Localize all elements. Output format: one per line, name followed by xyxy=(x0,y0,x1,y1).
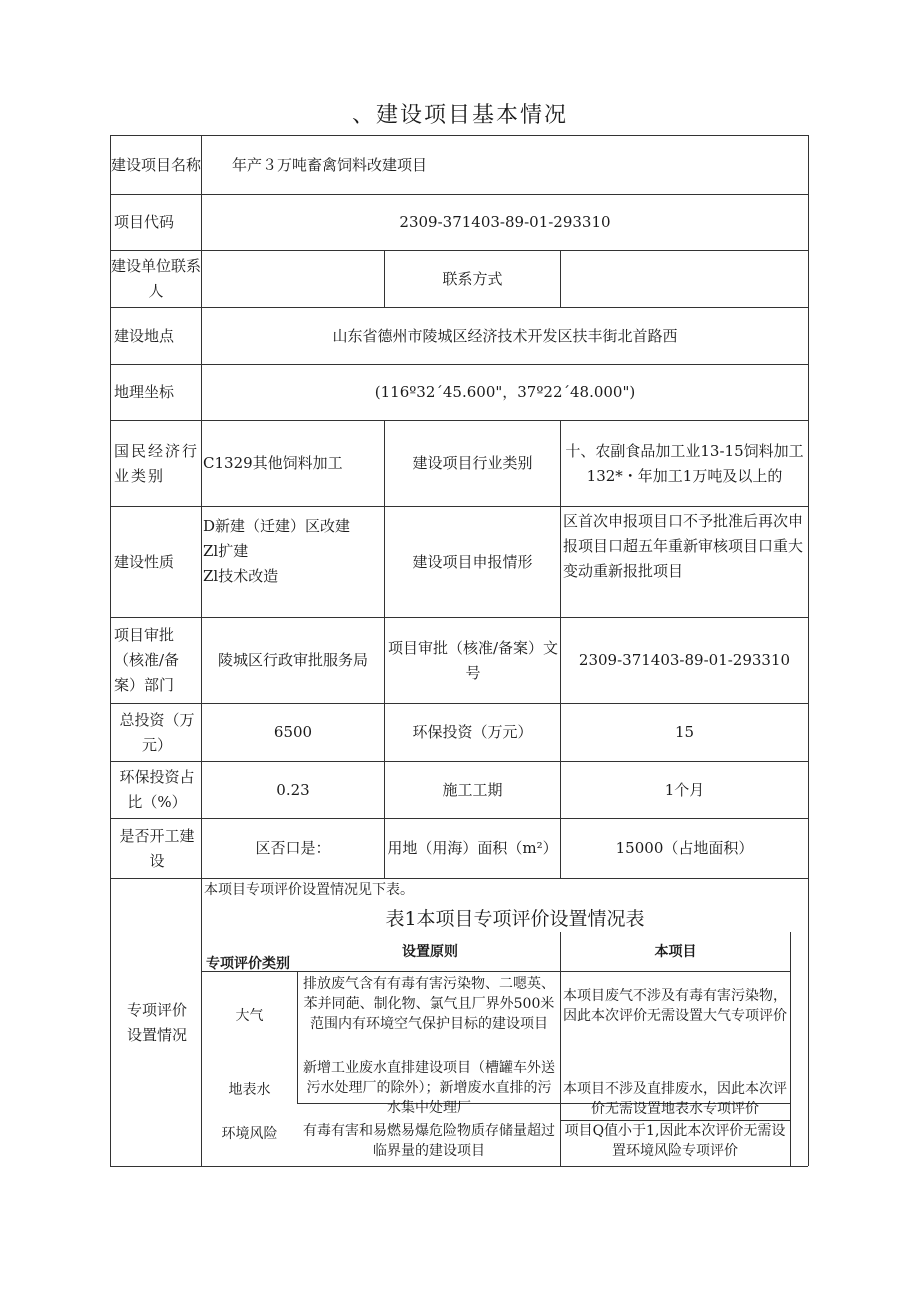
special-label: 专项评价设置情况 xyxy=(126,1000,187,1044)
special-row-water-project: 本项目不涉及直排废水，因此本次评价无需设置地表水专项评价 xyxy=(563,1081,787,1117)
period-value: 1个月 xyxy=(664,780,705,799)
industry-value: C1329其他饲料加工 xyxy=(203,454,343,472)
started-label: 是否开工建设 xyxy=(119,826,195,870)
nature-option-tech: Zl技术改造 xyxy=(203,566,279,585)
project-name-label: 建设项目名称 xyxy=(111,155,202,174)
industry-label: 国民经济行业类别 xyxy=(114,441,200,485)
col-project: 本项目 xyxy=(654,944,697,960)
started-value: 区否口是： xyxy=(255,839,331,857)
special-row-air-principle: 排放废气含有有毒有害污染物、二嗯英、苯并同葩、制化物、氯气且厂界外500米范围内有环境空气保护目标的建设项目 xyxy=(303,976,555,1032)
location-label: 建设地点 xyxy=(114,326,175,345)
nature-option-new: D新建（迁建）区改建 xyxy=(203,516,351,535)
area-value: 15000（占地面积） xyxy=(615,839,754,857)
ratio-label: 环保投资占比（%） xyxy=(119,768,195,811)
special-row-air-category: 大气 xyxy=(235,1008,264,1024)
env-investment-label: 环保投资（万元） xyxy=(412,723,533,741)
col-principle: 设置原则 xyxy=(402,944,458,960)
page-title: 、建设项目基本情况 xyxy=(351,103,568,128)
contact-method-label: 联系方式 xyxy=(442,269,503,288)
location-value: 山东省德州市陵城区经济技术开发区扶丰街北首路西 xyxy=(332,326,678,345)
approval-doc-value: 2309-371403-89-01-293310 xyxy=(578,651,791,669)
special-row-risk-category: 环境风险 xyxy=(221,1126,278,1142)
col-category: 专项评价类别 xyxy=(206,956,290,972)
nature-report-value: 区首次申报项目口不予批准后再次申报项目口超五年重新审核项目口重大变动重新报批项目 xyxy=(563,512,804,580)
investment-value: 6500 xyxy=(273,723,313,741)
nature-options xyxy=(203,507,383,595)
investment-label: 总投资（万元） xyxy=(119,710,195,754)
nature-option-expand: Zl扩建 xyxy=(203,541,249,560)
area-label: 用地（用海）面积（m²） xyxy=(387,839,558,857)
approval-label: 项目审批（核准/备案）部门 xyxy=(114,626,180,694)
special-intro: 本项目专项评价设置情况见下表。 xyxy=(204,882,414,898)
special-row-risk-project: 项目Q值小于1,因此本次评价无需设置环境风险专项评价 xyxy=(564,1123,786,1159)
project-code-label: 项目代码 xyxy=(114,213,175,231)
contact-value xyxy=(202,251,384,307)
project-name-value: 年产３万吨畜禽饲料改建项目 xyxy=(232,155,428,174)
nature-report-label: 建设项目申报情形 xyxy=(412,552,533,571)
env-investment-value: 15 xyxy=(674,723,695,741)
special-table-title: 表1本项目专项评价设置情况表 xyxy=(385,908,645,930)
special-row-water-category: 地表水 xyxy=(228,1082,271,1098)
nature-label: 建设性质 xyxy=(114,552,175,571)
ratio-value: 0.23 xyxy=(276,780,310,799)
industry-category-value: 十、农副食品加工业13-15饲料加工132*・年加工1万吨及以上的 xyxy=(565,441,804,485)
special-row-water-principle: 新增工业废水直排建设项目（槽罐车外送污水处理厂的除外）；新增废水直排的污水集中处理厂 xyxy=(303,1060,555,1116)
industry-category-label: 建设项目行业类别 xyxy=(412,454,533,472)
special-row-risk-principle: 有毒有害和易燃易爆危险物质存储量超过临界量的建设项目 xyxy=(303,1123,555,1159)
special-row-air-project: 本项目废气不涉及有毒有害污染物，因此本次评价无需设置大气专项评价 xyxy=(563,988,787,1024)
period-label: 施工工期 xyxy=(442,780,503,799)
approval-doc-label: 项目审批（核准/备案）文号 xyxy=(387,638,559,682)
project-code-value: 2309-371403-89-01-293310 xyxy=(399,213,611,231)
contact-method-value xyxy=(561,251,808,307)
approval-value: 陵城区行政审批服务局 xyxy=(217,651,368,669)
coordinates-label: 地理坐标 xyxy=(114,383,175,401)
contact-label: 建设单位联系人 xyxy=(111,257,202,300)
coordinates-value: (116º32ˊ45.600"，37º22ˊ48.000") xyxy=(374,383,636,401)
